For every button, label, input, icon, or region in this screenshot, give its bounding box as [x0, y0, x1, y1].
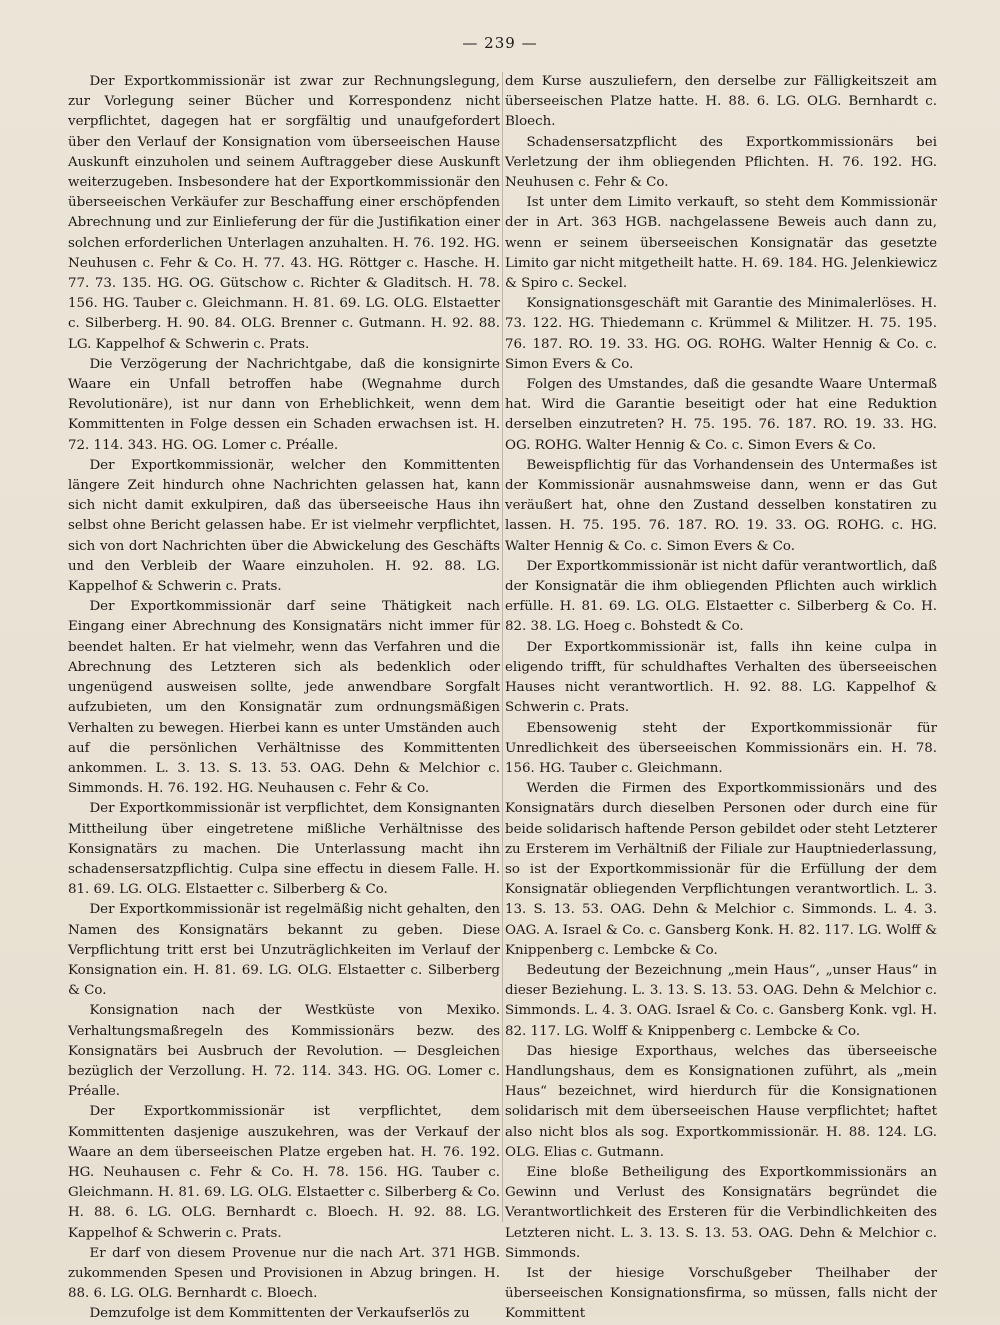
paragraph: Der Exportkommissionär ist, falls ihn keine culpa in eligendo trifft, für schuldhaftes Verhalten des überseeischen Hauses nicht verantwortlich. H. 92. 88. LG. Kappelhof & Schwerin c. Prats. — [505, 639, 937, 716]
paragraph: Konsignationsgeschäft mit Garantie des Minimalerlöses. H. 73. 122. HG. Thiedemann c. Krümmel & Militzer. H. 75. 195. 76. 187. RO. 19. 33. HG. OG. ROHG. Walter Hennig & Co. c. Simon Evers & Co. — [505, 296, 937, 372]
paragraph: Der Exportkommissionär, welcher den Kommittenten längere Zeit hindurch ohne Nachrichten gelassen hat, kann sich nicht damit exkulpiren, daß das überseeische Haus ihn selbst ohne Bericht gelassen habe. Er ist vielmehr verpflichtet, sich von dort Nachrichten über die Abwickelung des Geschäfts und den Verbleib der Waare einzuholen. H. 92. 88. LG. Kappelhof & Schwerin c. Prats. — [68, 457, 500, 595]
column-divider — [502, 72, 503, 1222]
paragraph: Der Exportkommissionär ist regelmäßig nicht gehalten, den Namen des Konsignatärs bekannt zu geben. Diese Verpflichtung tritt erst bei Unzuträglichkeiten im Verlauf der Konsignation ein. H. 81. 69. LG. OLG. Elstaetter c. Silberberg & Co. — [68, 902, 500, 999]
paragraph: Der Exportkommissionär ist zwar zur Rechnungslegung, zur Vorlegung seiner Bücher und Korrespondenz nicht verpflichtet, dagegen hat er sorgfältig und unaufgefordert über den Verlauf der Konsignation vom überseeischen Hause Auskunft einzuholen und seinem Auftraggeber diese Auskunft weiterzugeben. Insbesondere hat der Exportkommissionär den überseeischen Verkäufer zur Beschaffung einer erschöpfenden Abrechnung und zur Einlieferung der für die Justifikation einer solchen erforderlichen Unterlagen anzuhalten. H. 76. 192. HG. Neuhusen c. Fehr & Co. H. 77. 43. HG. Röttger c. Hasche. H. 77. 73. 135. HG. OG. Gütschow c. Richter & Gladitsch. H. 78. 156. HG. Tauber c. Gleichmann. H. 81. 69. LG. OLG. Elstaetter c. Silberberg. H. 90. 84. OLG. Brenner c. Gutmann. H. 92. 88. LG. Kappelhof & Schwerin c. Prats. — [68, 74, 500, 352]
paragraph: Folgen des Umstandes, daß die gesandte Waare Untermaß hat. Wird die Garantie beseitigt oder hat eine Reduktion derselben einzutreten? H. 75. 195. 76. 187. RO. 19. 33. HG. OG. ROHG. Walter Hennig & Co. c. Simon Evers & Co. — [505, 377, 937, 453]
right-column — [505, 72, 937, 1325]
paragraph: Der Exportkommissionär ist verpflichtet, dem Kommittenten dasjenige auszukehren, was der Verkauf der Waare an dem überseeischen Platze ergeben hat. H. 76. 192. HG. Neuhausen c. Fehr & Co. H. 78. 156. HG. Tauber c. Gleichmann. H. 81. 69. LG. OLG. Elstaetter c. Silberberg & Co. H. 88. 6. LG. OLG. Bernhardt c. Bloech. H. 92. 88. LG. Kappelhof & Schwerin c. Prats. — [68, 1104, 500, 1241]
paragraph: Der Exportkommissionär ist verpflichtet, dem Konsignanten Mittheilung über eingetretene mißliche Verhältnisse des Konsignatärs zu machen. Die Unterlassung macht ihn schadensersatzpflichtig. Culpa sine effectu in diesem Falle. H. 81. 69. LG. OLG. Elstaetter c. Silberberg & Co. — [68, 801, 500, 898]
paragraph: Die Verzögerung der Nachrichtgabe, daß die konsignirte Waare ein Unfall betroffen habe (Wegnahme durch Revolutionäre), ist nur dann von Erheblichkeit, wenn dem Kommittenten in Folge dessen ein Schaden erwachsen ist. H. 72. 114. 343. HG. OG. Lomer c. Préalle. — [68, 356, 500, 453]
paragraph: Werden die Firmen des Exportkommissionärs und des Konsignatärs durch dieselben Personen oder durch eine für beide solidarisch haftende Person gebildet oder steht Letzterer zu Ersterem im Verhältniß der Filiale zur Hauptniederlassung, so ist der Exportkommissionär für die Erfüllung der dem Konsignatär obliegenden Verpflichtungen verantwortlich. L. 3. 13. S. 13. 53. OAG. Dehn & Melchior c. Simmonds. L. 4. 3. OAG. A. Israel & Co. c. Gansberg Konk. H. 82. 117. LG. Wolff & Knippenberg c. Lembcke & Co. — [505, 781, 937, 958]
paragraph: Beweispflichtig für das Vorhandensein des Untermaßes ist der Kommissionär ausnahmsweise dann, wenn er das Gut veräußert hat, ohne den Zustand desselben konstatiren zu lassen. H. 75. 195. 76. 187. RO. 19. 33. OG. ROHG. c. HG. Walter Hennig & Co. c. Simon Evers & Co. — [505, 457, 937, 554]
paragraph: Ist unter dem Limito verkauft, so steht dem Kommissionär der in Art. 363 HGB. nachgelassene Beweis auch dann zu, wenn er seinem überseeischen Konsignatär das gesetzte Limito gar nicht mitgetheilt hatte. H. 69. 184. HG. Jelenkiewicz & Spiro c. Seckel. — [505, 195, 937, 292]
paragraph: Der Exportkommissionär ist nicht dafür verantwortlich, daß der Konsignatär die ihm obliegenden Pflichten auch wirklich erfülle. H. 81. 69. LG. OLG. Elstaetter c. Silberberg & Co. H. 82. 38. LG. Hoeg c. Bohstedt & Co. — [505, 558, 937, 635]
paragraph: Ist der hiesige Vorschußgeber Theilhaber der überseeischen Konsignationsfirma, so müssen, falls nicht der Kommittent — [505, 1265, 937, 1322]
paragraph: Konsignation nach der Westküste von Mexiko. Verhaltungsmaßregeln des Kommissionärs bezw. des Konsignatärs bei Ausbruch der Revolution. — Desgleichen bezüglich der Verzollung. H. 72. 114. 343. HG. OG. Lomer c. Préalle. — [68, 1003, 500, 1100]
paragraph: Demzufolge ist dem Kommittenten der Verkaufserlös zu — [89, 1306, 470, 1322]
paragraph: Schadensersatzpflicht des Exportkommissionärs bei Verletzung der ihm obliegenden Pflichten. H. 76. 192. HG. Neuhusen c. Fehr & Co. — [505, 134, 937, 191]
paragraph: Bedeutung der Bezeichnung „mein Haus“, „unser Haus“ in dieser Beziehung. L. 3. 13. S. 13. 53. OAG. Dehn & Melchior c. Simmonds. L. 4. 3. OAG. Israel & Co. c. Gansberg Konk. vgl. H. 82. 117. LG. Wolff & Knippenberg c. Lembcke & Co. — [505, 962, 937, 1039]
page-number: — 239 — — [462, 34, 538, 52]
paragraph: Der Exportkommissionär darf seine Thätigkeit nach Eingang einer Abrechnung des Konsignatärs nicht immer für beendet halten. Er hat vielmehr, wenn das Verfahren und die Abrechnung des Letzteren sich als bedenklich oder ungenügend ausweisen sollte, jede anwendbare Sorgfalt aufzubieten, um den Konsignatär zum ordnungsmäßigen Verhalten zu bewegen. Hierbei kann es unter Umständen auch auf die persönlichen Verhältnisse des Kommittenten ankommen. L. 3. 13. S. 13. 53. OAG. Dehn & Melchior c. Simmonds. H. 76. 192. HG. Neuhausen c. Fehr & Co. — [68, 599, 500, 797]
paragraph: Ebensowenig steht der Exportkommissionär für Unredlichkeit des überseeischen Kommissionärs ein. H. 78. 156. HG. Tauber c. Gleichmann. — [505, 720, 937, 776]
left-column — [68, 72, 500, 1325]
paragraph-continuation: dem Kurse auszuliefern, den derselbe zur Fälligkeitszeit am überseeischen Platze hatte. H. 88. 6. LG. OLG. Bernhardt c. Bloech. — [505, 74, 937, 130]
paragraph: Eine bloße Betheiligung des Exportkommissionärs an Gewinn und Verlust des Konsignatärs begründet die Verantwortlichkeit des Ersteren für die Verbindlichkeiten des Letzteren nicht. L. 3. 13. S. 13. 53. OAG. Dehn & Melchior c. Simmonds. — [505, 1164, 937, 1261]
paragraph: Das hiesige Exporthaus, welches das überseeische Handlungshaus, dem es Konsignationen zuführt, als „mein Haus“ bezeichnet, wird hierdurch für die Konsignationen solidarisch mit dem überseeischen Hause verpflichtet; haftet also nicht blos als sog. Exportkommissionär. H. 88. 124. LG. OLG. Elias c. Gutmann. — [505, 1043, 937, 1160]
paragraph: Er darf von diesem Provenue nur die nach Art. 371 HGB. zukommenden Spesen und Provisionen in Abzug bringen. H. 88. 6. LG. OLG. Bernhardt c. Bloech. — [68, 1245, 500, 1302]
